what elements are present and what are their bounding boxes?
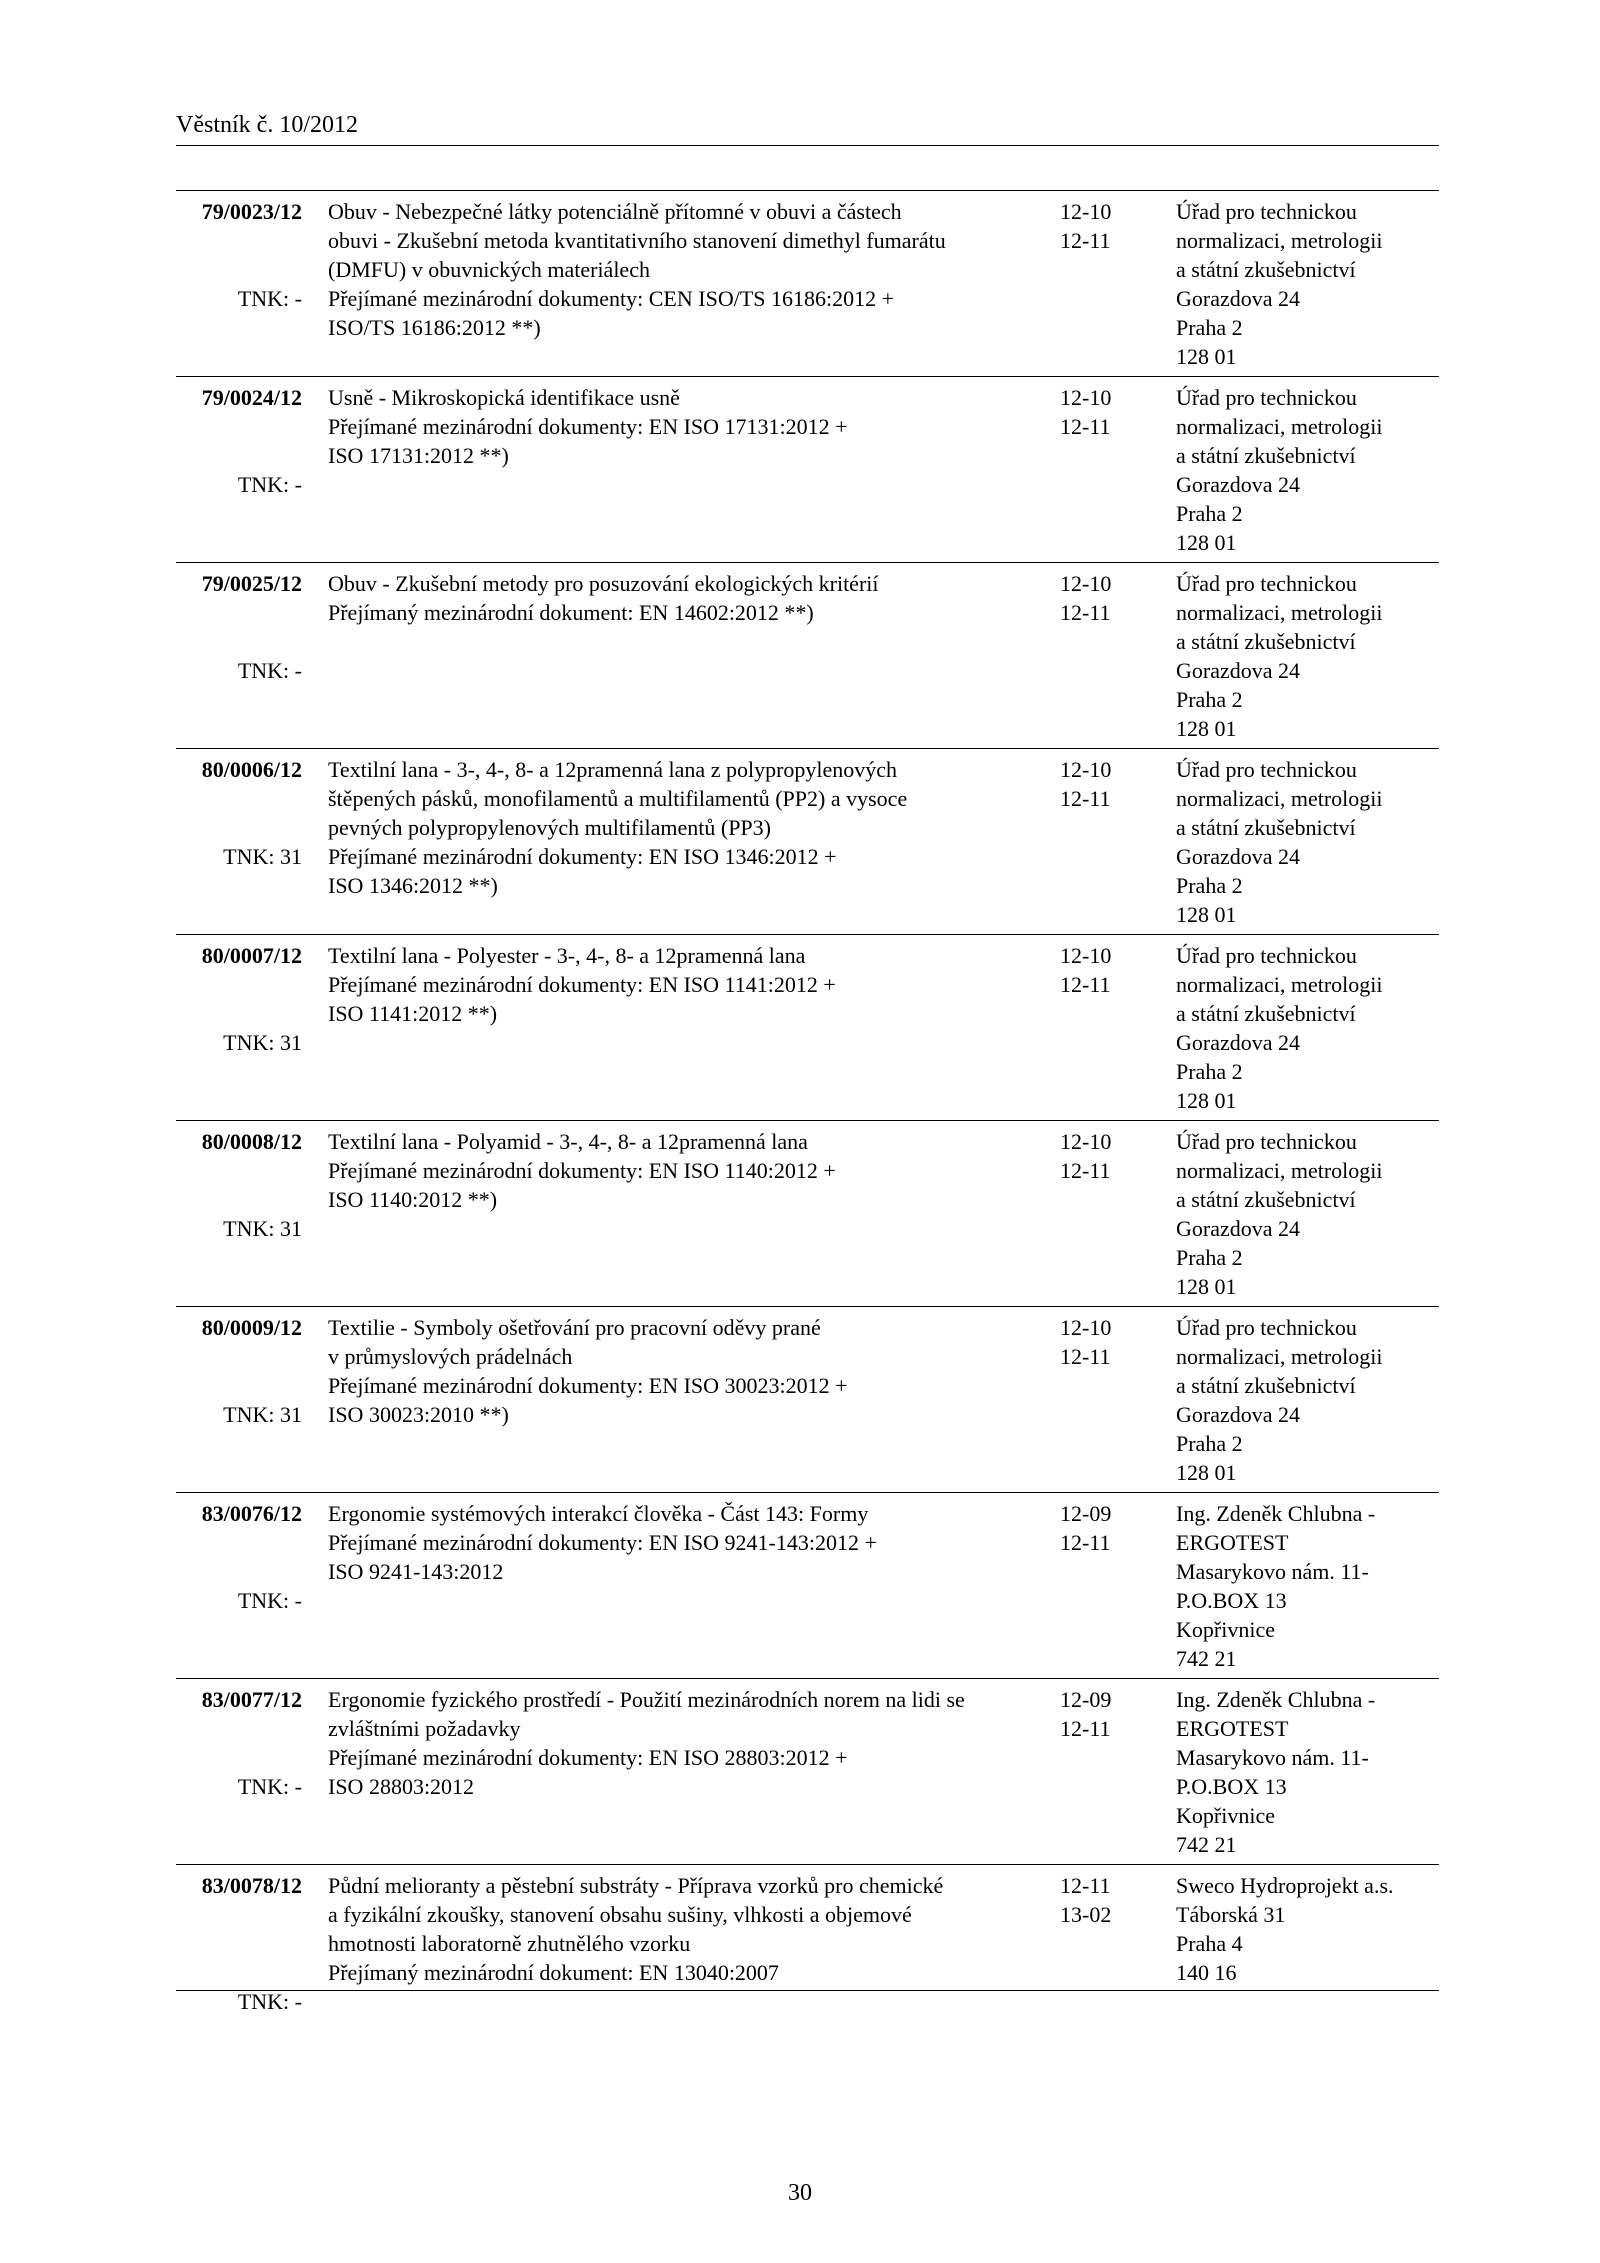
address-line: Úřad pro technickou — [1176, 943, 1357, 968]
date-line: 12-10 — [1060, 385, 1112, 410]
address-cell — [1176, 1313, 1439, 1487]
tnk-code: TNK: - — [237, 1989, 302, 2014]
address-line: Táborská 31 — [1176, 1902, 1286, 1927]
date-line: 12-11 — [1060, 228, 1111, 253]
description-line: ISO 1346:2012 **) — [328, 873, 498, 898]
description-line: ISO/TS 16186:2012 **) — [328, 315, 541, 340]
address-line: Praha 2 — [1176, 1245, 1243, 1270]
tnk-code: TNK: 31 — [223, 844, 302, 869]
address-line: Gorazdova 24 — [1176, 658, 1301, 683]
address-cell — [1176, 197, 1439, 371]
address-line: 128 01 — [1176, 902, 1237, 927]
dates-cell — [1060, 1871, 1140, 1929]
address-line: 128 01 — [1176, 344, 1237, 369]
address-line: a státní zkušebnictví — [1176, 443, 1356, 468]
address-line: ERGOTEST — [1176, 1530, 1289, 1555]
description-line: ISO 1141:2012 **) — [328, 1001, 498, 1026]
address-line: Praha 2 — [1176, 687, 1243, 712]
dates-cell — [1060, 1685, 1140, 1743]
description-line: ISO 1140:2012 **) — [328, 1187, 498, 1212]
date-line: 13-02 — [1060, 1902, 1112, 1927]
address-line: 128 01 — [1176, 716, 1237, 741]
row-id-cell — [176, 1127, 302, 1243]
description-line: Obuv - Zkušební metody pro posuzování ekologických kritérií — [328, 571, 879, 596]
address-line: 128 01 — [1176, 530, 1237, 555]
description-line: ISO 17131:2012 **) — [328, 443, 509, 468]
description-line: Textilie - Symboly ošetřování pro pracovní oděvy prané — [328, 1315, 821, 1340]
address-line: Praha 2 — [1176, 315, 1243, 340]
description-line: Obuv - Nebezpečné látky potenciálně přítomné v obuvi a částech — [328, 199, 902, 224]
address-line: normalizaci, metrologii — [1176, 1158, 1383, 1183]
tnk-code: TNK: - — [237, 472, 302, 497]
table-row — [176, 563, 1439, 749]
row-id-cell — [176, 1871, 302, 2016]
standard-number: 80/0007/12 — [201, 943, 302, 968]
date-line: 12-11 — [1060, 1716, 1111, 1741]
address-line: P.O.BOX 13 — [1176, 1588, 1287, 1613]
address-line: a státní zkušebnictví — [1176, 815, 1356, 840]
date-line: 12-11 — [1060, 1344, 1111, 1369]
address-line: Kopřivnice — [1176, 1617, 1275, 1642]
address-cell — [1176, 569, 1439, 743]
address-line: 742 21 — [1176, 1832, 1237, 1857]
date-line: 12-11 — [1060, 600, 1111, 625]
address-line: normalizaci, metrologii — [1176, 228, 1383, 253]
row-id-cell — [176, 1499, 302, 1615]
description-line: ISO 9241-143:2012 — [328, 1559, 504, 1584]
address-line: Gorazdova 24 — [1176, 844, 1301, 869]
address-line: Úřad pro technickou — [1176, 571, 1357, 596]
description-line: Ergonomie systémových interakcí člověka - Část 143: Formy — [328, 1501, 869, 1526]
address-line: Sweco Hydroprojekt a.s. — [1176, 1873, 1394, 1898]
description-line: Usně - Mikroskopická identifikace usně — [328, 385, 680, 410]
dates-cell — [1060, 941, 1140, 999]
address-cell — [1176, 1871, 1439, 1987]
standard-number: 79/0023/12 — [201, 199, 302, 224]
date-line: 12-10 — [1060, 943, 1112, 968]
address-line: Praha 2 — [1176, 873, 1243, 898]
address-line: Gorazdova 24 — [1176, 1030, 1301, 1055]
description-line: Půdní melioranty a pěstební substráty - Příprava vzorků pro chemické — [328, 1873, 944, 1898]
description-line: Přejímané mezinárodní dokumenty: CEN ISO/TS 16186:2012 + — [328, 286, 895, 311]
standards-table — [176, 190, 1439, 2014]
description-line: Přejímané mezinárodní dokumenty: EN ISO 1140:2012 + — [328, 1158, 836, 1183]
address-line: 742 21 — [1176, 1646, 1237, 1671]
address-line: a státní zkušebnictví — [1176, 629, 1356, 654]
description-line: Textilní lana - 3-, 4-, 8- a 12pramenná lana z polypropylenových — [328, 757, 898, 782]
address-line: 128 01 — [1176, 1274, 1237, 1299]
tnk-code: TNK: - — [237, 1588, 302, 1613]
address-line: a státní zkušebnictví — [1176, 257, 1356, 282]
address-line: Gorazdova 24 — [1176, 1216, 1301, 1241]
tnk-code: TNK: 31 — [223, 1030, 302, 1055]
address-cell — [1176, 1499, 1439, 1673]
description-line: obuvi - Zkušební metoda kvantitativního stanovení dimethyl fumarátu — [328, 228, 946, 253]
address-line: a státní zkušebnictví — [1176, 1373, 1356, 1398]
header-divider — [176, 145, 1439, 146]
description-line: Přejímané mezinárodní dokumenty: EN ISO 1346:2012 + — [328, 844, 837, 869]
address-line: Úřad pro technickou — [1176, 1129, 1357, 1154]
date-line: 12-11 — [1060, 1158, 1111, 1183]
row-id-cell — [176, 569, 302, 685]
description-line: v průmyslových prádelnách — [328, 1344, 573, 1369]
address-line: Gorazdova 24 — [1176, 472, 1301, 497]
address-line: Gorazdova 24 — [1176, 1402, 1301, 1427]
address-line: Ing. Zdeněk Chlubna - — [1176, 1501, 1376, 1526]
description-line: Přejímané mezinárodní dokumenty: EN ISO 9241-143:2012 + — [328, 1530, 877, 1555]
dates-cell — [1060, 1499, 1140, 1557]
address-line: Praha 4 — [1176, 1931, 1243, 1956]
address-cell — [1176, 755, 1439, 929]
address-line: Masarykovo nám. 11- — [1176, 1559, 1369, 1584]
description-line: Přejímané mezinárodní dokumenty: EN ISO 17131:2012 + — [328, 414, 848, 439]
date-line: 12-09 — [1060, 1501, 1112, 1526]
description-line: a fyzikální zkoušky, stanovení obsahu sušiny, vlhkosti a objemové — [328, 1902, 912, 1927]
address-line: a státní zkušebnictví — [1176, 1187, 1356, 1212]
address-line: Kopřivnice — [1176, 1803, 1275, 1828]
standard-number: 80/0006/12 — [201, 757, 302, 782]
table-row — [176, 935, 1439, 1121]
address-line: P.O.BOX 13 — [1176, 1774, 1287, 1799]
description-line: Textilní lana - Polyester - 3-, 4-, 8- a 12pramenná lana — [328, 943, 806, 968]
date-line: 12-11 — [1060, 972, 1111, 997]
date-line: 12-10 — [1060, 757, 1112, 782]
standard-number: 80/0008/12 — [201, 1129, 302, 1154]
address-cell — [1176, 1685, 1439, 1859]
address-line: Praha 2 — [1176, 501, 1243, 526]
address-line: Praha 2 — [1176, 1431, 1243, 1456]
address-line: normalizaci, metrologii — [1176, 1344, 1383, 1369]
table-row — [176, 749, 1439, 935]
date-line: 12-11 — [1060, 1530, 1111, 1555]
row-id-cell — [176, 197, 302, 313]
row-id-cell — [176, 755, 302, 871]
date-line: 12-10 — [1060, 1315, 1112, 1340]
dates-cell — [1060, 569, 1140, 627]
description-line: zvláštními požadavky — [328, 1716, 521, 1741]
address-line: normalizaci, metrologii — [1176, 786, 1383, 811]
table-row — [176, 1307, 1439, 1493]
address-line: normalizaci, metrologii — [1176, 600, 1383, 625]
description-line: štěpených pásků, monofilamentů a multifilamentů (PP2) a vysoce — [328, 786, 908, 811]
description-line: pevných polypropylenových multifilamentů (PP3) — [328, 815, 771, 840]
tnk-code: TNK: 31 — [223, 1216, 302, 1241]
address-line: a státní zkušebnictví — [1176, 1001, 1356, 1026]
address-cell — [1176, 941, 1439, 1115]
address-cell — [1176, 1127, 1439, 1301]
page-header: Věstník č. 10/2012 — [176, 112, 358, 138]
date-line: 12-11 — [1060, 1873, 1111, 1898]
description-line: Přejímané mezinárodní dokumenty: EN ISO 30023:2012 + — [328, 1373, 848, 1398]
address-line: ERGOTEST — [1176, 1716, 1289, 1741]
description-line: hmotnosti laboratorně zhutnělého vzorku — [328, 1931, 691, 1956]
table-row — [176, 1679, 1439, 1865]
description-line: Přejímané mezinárodní dokumenty: EN ISO 1141:2012 + — [328, 972, 836, 997]
description-line: Ergonomie fyzického prostředí - Použití mezinárodních norem na lidi se — [328, 1687, 965, 1712]
table-row — [176, 191, 1439, 377]
address-line: Praha 2 — [1176, 1059, 1243, 1084]
dates-cell — [1060, 1313, 1140, 1371]
address-line: Masarykovo nám. 11- — [1176, 1745, 1369, 1770]
description-line: Přejímané mezinárodní dokumenty: EN ISO 28803:2012 + — [328, 1745, 848, 1770]
address-line: 128 01 — [1176, 1460, 1237, 1485]
address-line: 128 01 — [1176, 1088, 1237, 1113]
description-line: ISO 30023:2010 **) — [328, 1402, 509, 1427]
address-line: normalizaci, metrologii — [1176, 972, 1383, 997]
standard-number: 79/0024/12 — [201, 385, 302, 410]
standard-number: 83/0076/12 — [201, 1501, 302, 1526]
tnk-code: TNK: - — [237, 658, 302, 683]
address-line: 140 16 — [1176, 1960, 1237, 1985]
row-id-cell — [176, 1685, 302, 1801]
description-line: ISO 28803:2012 — [328, 1774, 475, 1799]
tnk-code: TNK: 31 — [223, 1402, 302, 1427]
table-row — [176, 1493, 1439, 1679]
date-line: 12-11 — [1060, 786, 1111, 811]
standard-number: 80/0009/12 — [201, 1315, 302, 1340]
row-id-cell — [176, 1313, 302, 1429]
dates-cell — [1060, 383, 1140, 441]
description-line: Přejímaný mezinárodní dokument: EN 13040:2007 — [328, 1960, 779, 1985]
address-line: normalizaci, metrologii — [1176, 414, 1383, 439]
address-line: Úřad pro technickou — [1176, 757, 1357, 782]
description-line: (DMFU) v obuvnických materiálech — [328, 257, 650, 282]
table-row — [176, 1865, 1439, 2014]
table-row — [176, 377, 1439, 563]
address-line: Úřad pro technickou — [1176, 385, 1357, 410]
address-line: Gorazdova 24 — [1176, 286, 1301, 311]
description-line: Textilní lana - Polyamid - 3-, 4-, 8- a 12pramenná lana — [328, 1129, 808, 1154]
page-number: 30 — [788, 2180, 812, 2206]
standard-number: 83/0078/12 — [201, 1873, 302, 1898]
date-line: 12-10 — [1060, 571, 1112, 596]
row-id-cell — [176, 383, 302, 499]
table-row — [176, 1121, 1439, 1307]
address-line: Úřad pro technickou — [1176, 1315, 1357, 1340]
dates-cell — [1060, 755, 1140, 813]
date-line: 12-11 — [1060, 414, 1111, 439]
address-line: Ing. Zdeněk Chlubna - — [1176, 1687, 1376, 1712]
description-line: Přejímaný mezinárodní dokument: EN 14602:2012 **) — [328, 600, 814, 625]
tnk-code: TNK: - — [237, 286, 302, 311]
address-cell — [1176, 383, 1439, 557]
tnk-code: TNK: - — [237, 1774, 302, 1799]
date-line: 12-09 — [1060, 1687, 1112, 1712]
date-line: 12-10 — [1060, 1129, 1112, 1154]
dates-cell — [1060, 1127, 1140, 1185]
dates-cell — [1060, 197, 1140, 255]
date-line: 12-10 — [1060, 199, 1112, 224]
address-line: Úřad pro technickou — [1176, 199, 1357, 224]
row-id-cell — [176, 941, 302, 1057]
standard-number: 79/0025/12 — [201, 571, 302, 596]
standard-number: 83/0077/12 — [201, 1687, 302, 1712]
